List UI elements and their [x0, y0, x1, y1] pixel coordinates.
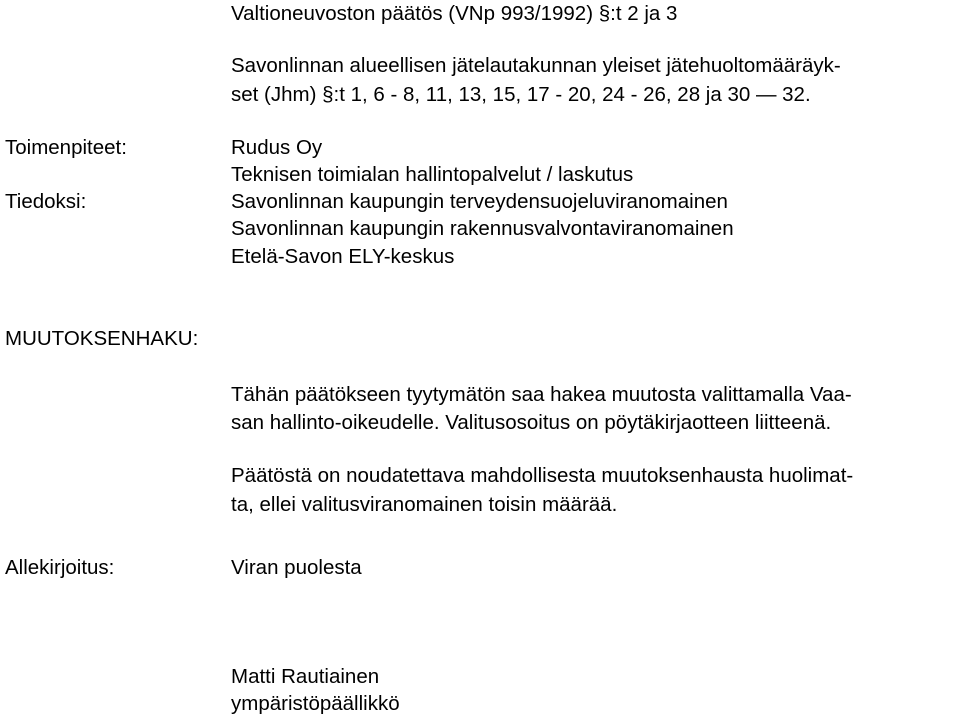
label-tiedoksi: Tiedoksi: — [5, 190, 87, 213]
recipient-rudus: Rudus Oy — [231, 136, 323, 159]
label-muutoksenhaku: MUUTOKSENHAKU: — [5, 327, 199, 350]
signer-title: ympäristöpäällikkö — [231, 692, 400, 715]
legal-reference-vnp: Valtioneuvoston päätös (VNp 993/1992) §:t 2 ja 3 — [231, 2, 678, 25]
appeal-paragraph2-line1: Päätöstä on noudatettava mahdollisesta muutoksenhausta huolimat- — [231, 464, 854, 487]
appeal-paragraph1-line1: Tähän päätökseen tyytymätön saa hakea muutosta valittamalla Vaa- — [231, 383, 852, 406]
legal-reference-jhm-line2: set (Jhm) §:t 1, 6 - 8, 11, 13, 15, 17 - 20, 24 - 26, 28 ja 30 — 32. — [231, 83, 811, 106]
legal-reference-jhm-line1: Savonlinnan alueellisen jätelautakunnan yleiset jätehuoltomääräyk- — [231, 54, 841, 77]
recipient-ely-keskus: Etelä-Savon ELY-keskus — [231, 245, 455, 268]
recipient-rakennusvalvonta: Savonlinnan kaupungin rakennusvalvontaviranomainen — [231, 217, 734, 240]
signer-name: Matti Rautiainen — [231, 665, 380, 688]
recipient-terveydensuojelu: Savonlinnan kaupungin terveydensuojeluviranomainen — [231, 190, 728, 213]
appeal-paragraph2-line2: ta, ellei valitusviranomainen toisin määrää. — [231, 493, 618, 516]
label-toimenpiteet: Toimenpiteet: — [5, 136, 127, 159]
signature-on-behalf: Viran puolesta — [231, 556, 362, 579]
label-allekirjoitus: Allekirjoitus: — [5, 556, 115, 579]
appeal-paragraph1-line2: san hallinto-oikeudelle. Valitusosoitus on pöytäkirjaotteen liitteenä. — [231, 411, 832, 434]
recipient-tekninen-toimiala: Teknisen toimialan hallintopalvelut / laskutus — [231, 163, 634, 186]
